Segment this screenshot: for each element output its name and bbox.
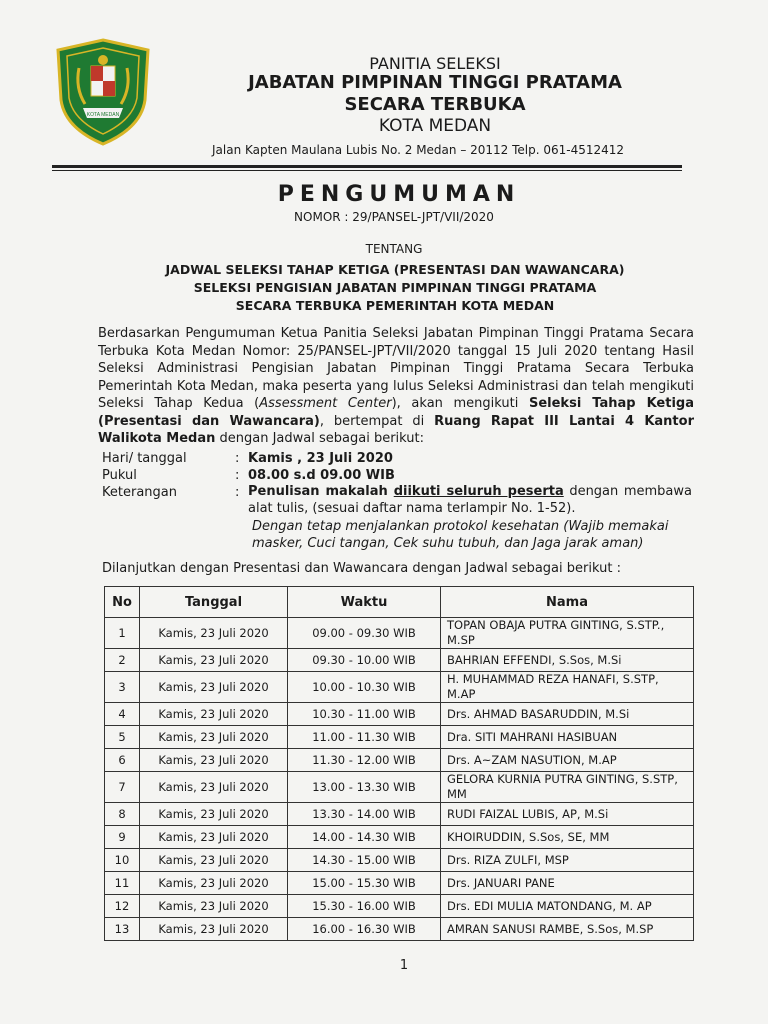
row-name: Drs. A~ZAM NASUTION, M.AP [441,749,694,772]
row-number: 10 [105,849,140,872]
time-colon: : [235,468,240,483]
intro-paragraph [98,325,694,448]
row-name: Drs. AHMAD BASARUDDIN, M.Si [441,703,694,726]
row-number: 8 [105,803,140,826]
intro-text-g: dengan Jadwal sebagai berikut: [215,431,424,446]
table-row [105,672,694,703]
row-time: 16.00 - 16.30 WIB [288,918,441,941]
row-name: Drs. JANUARI PANE [441,872,694,895]
row-name: KHOIRUDDIN, S.Sos, SE, MM [441,826,694,849]
day-label: Hari/ tanggal [102,451,187,466]
time-label: Pukul [102,468,137,483]
intro-text-a: Berdasarkan Pengumuman Ketua Panitia Seleksi Jabatan Pimpinan Tinggi Pratama Secara Terbuka Kota Medan Nomor: 25/PANSEL-JPT/VII/2020 tanggal 15 Juli 2020 tentang Hasil Seleksi Administrasi Pengisian Jabatan Pimpinan Tinggi Pratama Secara Terbuka Pemerintah Kota Medan, maka peserta yang lulus Seleksi Administrasi dan telah mengikuti Seleksi Tahap Kedua ( [98,326,694,411]
row-time: 11.00 - 11.30 WIB [288,726,441,749]
address-line: Jalan Kapten Maulana Lubis No. 2 Medan – 20112 Telp. 061-4512412 [212,143,625,157]
table-row [105,826,694,849]
row-number: 5 [105,726,140,749]
row-number: 7 [105,772,140,803]
row-date: Kamis, 23 Juli 2020 [140,726,288,749]
page-number: 1 [399,958,409,973]
row-time: 09.30 - 10.00 WIB [288,649,441,672]
note-label: Keterangan [102,485,177,500]
row-date: Kamis, 23 Juli 2020 [140,618,288,649]
row-name: TOPAN OBAJA PUTRA GINTING, S.STP., M.SP [441,618,694,649]
subject-line-2: SELEKSI PENGISIAN JABATAN PIMPINAN TINGGI PRATAMA [193,280,597,295]
table-row [105,726,694,749]
note-text-a: Penulisan makalah [248,484,394,499]
row-time: 13.00 - 13.30 WIB [288,772,441,803]
row-time: 15.00 - 15.30 WIB [288,872,441,895]
table-row [105,918,694,941]
day-value: Kamis , 23 Juli 2020 [248,451,393,466]
selection-type: SECARA TERBUKA [344,94,526,115]
row-date: Kamis, 23 Juli 2020 [140,895,288,918]
intro-text-f: Ruang Rapat III Lantai 4 Kantor Walikota Medan [98,413,694,446]
row-number: 9 [105,826,140,849]
intro-text-c: ), akan mengikuti [391,396,529,411]
row-number: 12 [105,895,140,918]
row-name: BAHRIAN EFFENDI, S.Sos, M.Si [441,649,694,672]
row-time: 13.30 - 14.00 WIB [288,803,441,826]
row-number: 6 [105,749,140,772]
day-colon: : [235,451,240,466]
row-date: Kamis, 23 Juli 2020 [140,649,288,672]
row-date: Kamis, 23 Juli 2020 [140,672,288,703]
row-number: 13 [105,918,140,941]
row-number: 11 [105,872,140,895]
table-row [105,872,694,895]
row-time: 09.00 - 09.30 WIB [288,618,441,649]
committee-name: PANITIA SELEKSI [369,54,501,73]
row-date: Kamis, 23 Juli 2020 [140,918,288,941]
svg-text:KOTA MEDAN: KOTA MEDAN [86,112,120,118]
header-date: Tanggal [140,587,288,618]
announcement-number: NOMOR : 29/PANSEL-JPT/VII/2020 [294,210,494,224]
note-text-b: diikuti seluruh peserta [393,484,564,499]
time-value: 08.00 s.d 09.00 WIB [248,468,395,483]
subject-line-1: JADWAL SELEKSI TAHAP KETIGA (PRESENTASI DAN WAWANCARA) [165,262,625,277]
header-no: No [105,587,140,618]
row-date: Kamis, 23 Juli 2020 [140,849,288,872]
row-date: Kamis, 23 Juli 2020 [140,826,288,849]
row-time: 11.30 - 12.00 WIB [288,749,441,772]
table-row [105,618,694,649]
row-name: Drs. RIZA ZULFI, MSP [441,849,694,872]
row-date: Kamis, 23 Juli 2020 [140,772,288,803]
row-time: 14.30 - 15.00 WIB [288,849,441,872]
position-title: JABATAN PIMPINAN TINGGI PRATAMA [248,72,622,93]
intro-text-b: Assessment Center [259,396,392,411]
row-time: 10.30 - 11.00 WIB [288,703,441,726]
table-row [105,703,694,726]
table-row [105,849,694,872]
row-name: GELORA KURNIA PUTRA GINTING, S.STP, MM [441,772,694,803]
row-name: RUDI FAIZAL LUBIS, AP, M.Si [441,803,694,826]
row-number: 4 [105,703,140,726]
note-value [248,483,692,517]
row-name: H. MUHAMMAD REZA HANAFI, S.STP, M.AP [441,672,694,703]
row-number: 1 [105,618,140,649]
row-date: Kamis, 23 Juli 2020 [140,749,288,772]
row-date: Kamis, 23 Juli 2020 [140,703,288,726]
row-date: Kamis, 23 Juli 2020 [140,872,288,895]
intro-text-e: , bertempat di [319,413,435,429]
announcement-title: PENGUMUMAN [277,182,521,207]
table-row [105,772,694,803]
row-number: 2 [105,649,140,672]
row-name: AMRAN SANUSI RAMBE, S.Sos, M.SP [441,918,694,941]
row-name: Dra. SITI MAHRANI HASIBUAN [441,726,694,749]
table-row [105,895,694,918]
row-time: 15.30 - 16.00 WIB [288,895,441,918]
row-number: 3 [105,672,140,703]
row-date: Kamis, 23 Juli 2020 [140,803,288,826]
intro-text-d: Seleksi Tahap Ketiga (Presentasi dan Wawancara) [98,396,695,429]
health-protocol-note: Dengan tetap menjalankan protokol kesehatan (Wajib memakai masker, Cuci tangan, Cek suhu tubuh, dan Jaga jarak aman) [252,519,669,551]
table-row [105,803,694,826]
announcement-about: TENTANG [365,242,423,256]
schedule-intro: Dilanjutkan dengan Presentasi dan Wawancara dengan Jadwal sebagai berikut : [102,561,621,576]
row-time: 10.00 - 10.30 WIB [288,672,441,703]
table-body [105,618,694,941]
header-divider-thick [52,165,682,168]
row-name: Drs. EDI MULIA MATONDANG, M. AP [441,895,694,918]
header-time: Waktu [288,587,441,618]
table-row [105,649,694,672]
schedule-table [104,586,694,941]
table-header-row [105,587,694,618]
note-text-c: dengan membawa alat tulis, (sesuai daftar nama terlampir No. 1-52). [248,484,692,516]
header-name: Nama [441,587,694,618]
kota-medan-emblem-icon [53,38,153,146]
note-colon: : [235,485,240,500]
subject-line-3: SECARA TERBUKA PEMERINTAH KOTA MEDAN [235,298,555,313]
city-name: KOTA MEDAN [378,116,492,136]
header-divider-thin [52,170,682,171]
table-row [105,749,694,772]
row-time: 14.00 - 14.30 WIB [288,826,441,849]
